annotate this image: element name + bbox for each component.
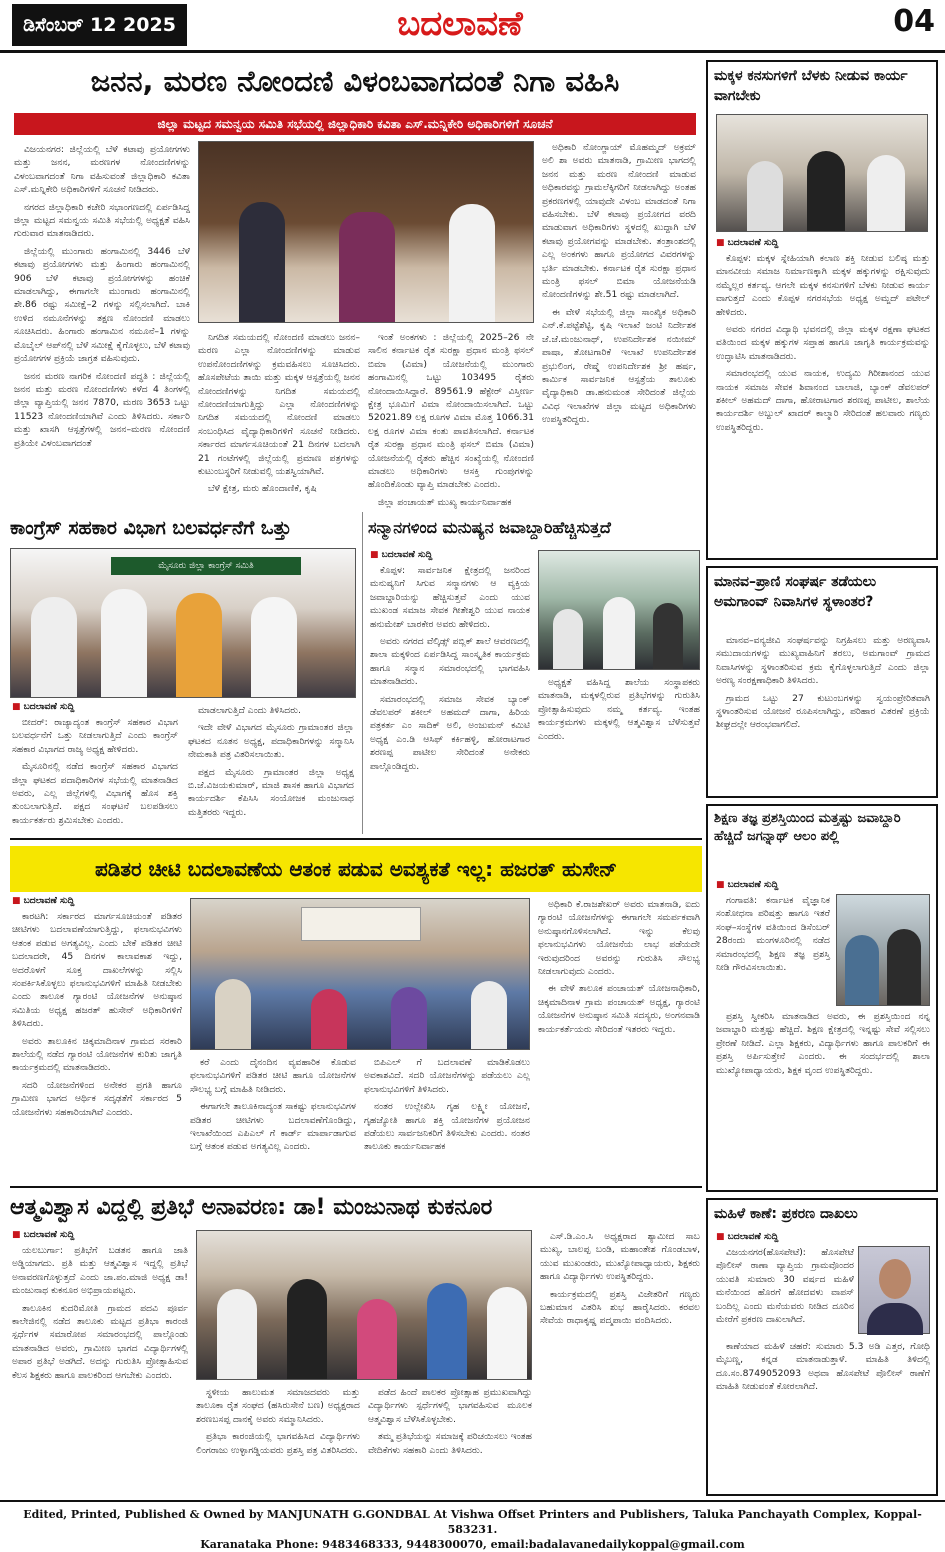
paragraph: ಈ ವೇಳೆ ತಾಲೂಕ ಪಂಚಾಯತ್ ಯೋಜನಾಧಿಕಾರಿ, ಚಿಕ್ಕಮಾದಿನಾಳ ಗ್ರಾಮ ಪಂಚಾಯತ್ ಅಧ್ಯಕ್ಷ, ಗ್ಯಾರಂಟಿ ಯೋಜನೆಗಳ ಅನುಷ್ಠಾನ ಸಮಿತಿ ಸದಸ್ಯರು, ಅಂಗನವಾಡಿ ಕಾರ್ಯಕರ್ತೆಯರು ಸೇರಿದಂತೆ ಇತರರು ಇದ್ದರು.: [538, 983, 700, 1035]
bullet-icon: ■: [716, 880, 728, 890]
imprint-line-1: Edited, Printed, Published & Owned by MANJUNATH G.GONDBAL At Vishwa Offset Printers and Publishers, Taluka Panchayath Complex, Koppal-583231.: [23, 1508, 922, 1536]
story-column-2: [190, 1056, 356, 1182]
paragraph: ಮಾಡಲಾಗುತ್ತಿದೆ ಎಂದು ತಿಳಿಸಿದರು.: [198, 705, 301, 716]
paragraph: ನಿಗದಿತ ಸಮಯದಲ್ಲಿ ನೋಂದಣಿ ಮಾಡಲು ಜನನ–ಮರಣ ಎಲ್ಲಾ ನೋಂದಣಿಗಳನ್ನು ಮಾಡುವ ಉಪನೋಂದಣಿಗಳನ್ನು ಕ್ರಮವಹಿಸಲು ಸೂಚಿಸಿದರು. ಹೊಸಪೇಟೆಯ ತಾಯಿ ಮತ್ತು ಮಕ್ಕಳ ಆಸ್ಪತ್ರೆಯಲ್ಲಿ ಜನನ ನೋಂದಣಿಗಳನ್ನು ನಿಗದಿತ ಸಮಯದಲ್ಲಿ ನೋಂದಣಿಯಾಗುತ್ತಿದ್ದು ಎಲ್ಲಾ ನೋಂದಣಿಗಳನ್ನು ನಿಗದಿತ ಸಮಯದಲ್ಲಿ ನೋಂದಣಿ ಮಾಡಲು ಸಂಬಂಧಿಸಿದ ವೈದ್ಯಾಧಿಕಾರಿಗಳಿಗೆ ಸೂಚನೆ ನೀಡಿದರು. ಸರ್ಕಾರದ ಮಾರ್ಗಸೂಚಿಯಂತೆ 21 ದಿನಗಳ ಬದಲಾಗಿ 21 ಗಂಟೆಗಳಲ್ಲಿ ಜಿಲ್ಲೆಯಲ್ಲಿ ಪ್ರಮಾಣ ಪತ್ರಗಳನ್ನು ಕುಟುಂಬಸ್ಥರಿಗೆ ನೀಡುವಲ್ಲಿ ಯಶಸ್ವಿಯಾಗಿವೆ.: [198, 332, 360, 478]
story-column-3: [364, 1056, 530, 1182]
story-photo: [190, 898, 530, 1050]
paragraph: ಕೊಪ್ಪಳ: ಮಕ್ಕಳ ಸ್ನೇಹಿಯಾಗಿ ಕಲಾಣ ಶಕ್ತಿ ನೀಡುವ ಬಲಿಷ್ಠ ಮತ್ತು ಮಾನವೀಯ ಸಮಾಜ ನಿರ್ಮಾಣಕ್ಕಾಗಿ ಮಕ್ಕಳ ಹಕ್ಕುಗಳನ್ನು ರಕ್ಷಿಸುವುದು ನಮ್ಮೆಲ್ಲರ ಕರ್ತವ್ಯ. ಆಗಲೇ ಮಕ್ಕಳ ಕನಸುಗಳಿಗೆ ಬೆಳಕು ನೀಡುವ ಕಾರ್ಯ ವಾಗುತ್ತದೆ ಎಂದು ಕೊಪ್ಪಳ ನಗರಸಭೆಯ ಅಧ್ಯಕ್ಷ ಅಮ್ಜದ್ ಪಟೇಲ್ ಹೇಳಿದರು.: [716, 253, 930, 318]
lead-story: [10, 57, 700, 507]
sidebar-byline: ■ ಬದಲಾವಣೆ ಸುದ್ದಿ: [716, 238, 779, 248]
sidebar-story-missing: [706, 1198, 938, 1496]
paragraph: ಗ್ರಾಮದ ಒಟ್ಟು 27 ಕುಟುಂಬಗಳನ್ನು ಸ್ವಯಂಪ್ರೇರಿತವಾಗಿ ಸ್ಥಳಾಂತರಿಸುವ ಯೋಜನೆ ರೂಪಿಸಲಾಗಿದ್ದು, ಪರಿಹಾರ ವಿತರಣೆ ಪ್ರಕ್ರಿಯೆ ಶೀಘ್ರದಲ್ಲೇ ಆರಂಭವಾಗಲಿದೆ.: [716, 692, 930, 731]
person-figure: [311, 989, 347, 1049]
person-figure: [487, 1287, 527, 1379]
story-byline: ■ ಬದಲಾವಣೆ ಸುದ್ದಿ: [12, 1230, 75, 1240]
missing-woman-photo: [858, 1246, 930, 1334]
story-headline: ಸನ್ಮಾನಗಳಿಂದ ಮನುಷ್ಯನ ಜವಾಬ್ದಾರಿಹೆಚ್ಚಿಸುತ್ತದೆ: [368, 518, 611, 537]
paragraph: ತಾಲೂಕಿನ ಕುದರಿಮೋತಿ ಗ್ರಾಮದ ಪದವಿ ಪೂರ್ವ ಕಾಲೇಜಿನಲ್ಲಿ ನಡೆದ ತಾಲೂಕು ಮಟ್ಟದ ಪ್ರತಿಭಾ ಕಾರಂಜಿ ಸ್ಪರ್ಧೆಗಳ ಸಮಾರೋಪ ಸಮಾರಂಭದಲ್ಲಿ ಪಾಲ್ಗೊಂಡು ಮಾತನಾಡಿದ ಅವರು, ಗ್ರಾಮೀಣ ಭಾಗದ ವಿದ್ಯಾರ್ಥಿಗಳಲ್ಲಿ ಅಪಾರ ಪ್ರತಿಭೆ ಅಡಗಿದೆ. ಅದನ್ನು ಗುರುತಿಸಿ ಪ್ರೋತ್ಸಾಹಿಸುವ ಕೆಲಸ ಶಿಕ್ಷಕರು ಹಾಗೂ ಪಾಲಕರಿಂದ ಆಗಬೇಕು ಎಂದರು.: [12, 1302, 188, 1381]
person-figure: [471, 981, 507, 1049]
sidebar-story-award: [706, 804, 938, 1192]
paragraph: ಸಮಾರಂಭದಲ್ಲಿ ಸಮಾಜ ಸೇವಕ ಬ್ಯಾಂಕ್ ಡೆವಲಪರ್ ಶಕೀಲ್ ಅಹಮದ್ ದಾಗಾ, ಹಿರಿಯ ಪತ್ರಕರ್ತ ಎಂ ಸಾದಿಕ್ ಅಲಿ, ಅಂಜುಮನ್ ಕಮಿಟಿ ಅಧ್ಯಕ್ಷ ಎಂ.ಡಿ ಆಸಿಫ್ ಕರ್ಕಿಹಳ್ಳಿ, ಹೋರಾಟಗಾರ ಶರಣಪ್ಪ ಪಾಟೀಲ ಸೇರಿದಂತೆ ಅನೇಕರು ಪಾಲ್ಗೊಂಡಿದ್ದರು.: [370, 693, 530, 772]
paragraph: ಬೀದರ್: ರಾಜ್ಯಾದ್ಯಂತ ಕಾಂಗ್ರೆಸ್ ಸಹಕಾರ ವಿಭಾಗ ಬಲವರ್ಧನೆಗೆ ಒತ್ತು ನೀಡಲಾಗುತ್ತಿದೆ ಎಂದು ಕಾಂಗ್ರೆಸ್ ಸಹಕಾರ ವಿಭಾಗದ ರಾಜ್ಯ ಅಧ್ಯಕ್ಷ ಹೇಳಿದರು.: [12, 717, 178, 755]
paragraph: ಅವರು ನಗರದ ವೆಲ್ಕಿಡ್ಸ್ ಪಬ್ಲಿಕ್ ಶಾಲೆ ಆವರಣದಲ್ಲಿ ಶಾಲಾ ಮಕ್ಕಳಿಂದ ಏರ್ಪಡಿಸಿದ್ದ ಸಾಂಸ್ಕೃತಿಕ ಕಾರ್ಯಕ್ರಮ ಹಾಗೂ ಸನ್ಮಾನ ಸಮಾರಂಭದಲ್ಲಿ ಭಾಗವಹಿಸಿ ಮಾತನಾಡಿದರು.: [370, 636, 530, 688]
story-headline: ಕಾಂಗ್ರೆಸ್ ಸಹಕಾರ ವಿಭಾಗ ಬಲವರ್ಧನೆಗೆ ಒತ್ತು: [10, 517, 292, 539]
stage-banner: ಮೈಸೂರು ಜಿಲ್ಲಾ ಕಾಂಗ್ರೆಸ್ ಸಮಿತಿ: [111, 557, 301, 575]
paragraph: ಇಂತೆ ಅಂಕಗಳು : ಜಿಲ್ಲೆಯಲ್ಲಿ 2025–26 ನೇ ಸಾಲಿನ ಕರ್ನಾಟಕ ರೈತ ಸುರಕ್ಷಾ ಪ್ರಧಾನ ಮಂತ್ರಿ ಫಸಲ್ ಬಿಮಾ (ವಿಮಾ) ಯೋಜನೆಯಲ್ಲಿ ಮುಂಗಾರು ಹಂಗಾಮಿನಲ್ಲಿ ಒಟ್ಟು 103495 ರೈತರು ನೋಂದಾಯಿಸಿದ್ದಾರೆ. 89561.9 ಹೆಕ್ಟೇರ್ ವಿಸ್ತೀರ್ಣ ಕ್ಷೇತ್ರ ಭೂಮಿಗೆ ವಿಮಾ ನೋಂದಾಯಿಸಲಾಗಿದೆ. ಒಟ್ಟು 52021.89 ಲಕ್ಷ ರೂಗಳ ವಿಮಾ ಮೊತ್ತ 1066.31 ಲಕ್ಷ ರೂಗಳ ವಿಮಾ ಕಂತು ಪಾವತಿಸಲಾಗಿದೆ. ಕರ್ನಾಟಕ ರೈತ ಸುರಕ್ಷಾ ಪ್ರಧಾನ ಮಂತ್ರಿ ಫಸಲ್ ಬಿಮಾ (ವಿಮಾ) ಯೋಜನೆಯಲ್ಲಿ ರೈತರು ಹೆಚ್ಚಿನ ಸಂಖ್ಯೆಯಲ್ಲಿ ನೋಂದಣಿ ಮಾಡಲು ಅಧಿಕಾರಿಗಳು ಆಸಕ್ತಿ ಗುಂಪುಗಳನ್ನು ಹೊಂದಿಕೊಂಡು ವ್ಯಾಪ್ತಿ ಮಾಡಬೇಕು ಎಂದರು.: [368, 332, 534, 491]
sidebar-headline: ಮಕ್ಕಳ ಕನಸುಗಳಿಗೆ ಬೆಳಕು ನೀಡುವ ಕಾರ್ಯ ವಾಗಬೇಕು: [714, 68, 908, 104]
paragraph: ನಗರದ ಜಿಲ್ಲಾಧಿಕಾರಿ ಕಚೇರಿ ಸಭಾಂಗಣದಲ್ಲಿ ಏರ್ಪಡಿಸಿದ್ದ ಜಿಲ್ಲಾ ಮಟ್ಟದ ಸಮನ್ವಯ ಸಮಿತಿ ಸಭೆಯಲ್ಲಿ ಅಧ್ಯಕ್ಷತೆ ವಹಿಸಿ ಗುರುವಾರ ಮಾತನಾಡಿದರು.: [14, 201, 190, 240]
paragraph: ಮಾನವ–ವನ್ಯಜೀವಿ ಸಂಘರ್ಷವನ್ನು ನಿಗ್ರಹಿಸಲು ಮತ್ತು ಅರಣ್ಯವಾಸಿ ಸಮುದಾಯಗಳನ್ನು ಮುಖ್ಯವಾಹಿನಿಗೆ ತರಲು, ಅಮಗಾಂವ್ ಗ್ರಾಮದ ನಿವಾಸಿಗಳನ್ನು ಸ್ಥಳಾಂತರಿಸುವ ಕ್ರಮ ಕೈಗೊಳ್ಳಲಾಗುತ್ತಿದೆ ಎಂದು ಜಿಲ್ಲಾ ಅರಣ್ಯ ಸಂರಕ್ಷಣಾಧಿಕಾರಿ ತಿಳಿಸಿದರು.: [716, 635, 930, 687]
paragraph: ವಿಜಯನಗರ: ಜಿಲ್ಲೆಯಲ್ಲಿ ಬೆಳೆ ಕಟಾವು ಪ್ರಯೋಗಗಳು ಮತ್ತು ಜನನ, ಮರಣಗಳ ನೋಂದಣಿಗಳನ್ನು ವಿಳಂಬವಾಗದಂತೆ ನಿಗಾ ವಹಿಸುವಂತೆ ಜಿಲ್ಲಾಧಿಕಾರಿ ಕವಿತಾ ಎಸ್.ಮನ್ನಿಕೇರಿ ಅಧಿಕಾರಿಗಳಿಗೆ ಸೂಚನೆ ನೀಡಿದರು.: [14, 144, 190, 196]
person-figure: [747, 161, 783, 231]
ration-story-headline: ಪಡಿತರ ಚೀಟಿ ಬದಲಾವಣೆಯ ಆತಂಕ ಪಡುವ ಅವಶ್ಯಕತೆ ಇಲ್ಲ: ಹಜರತ್ ಹುಸೇನ್: [10, 846, 702, 892]
story-headline: ಆತ್ಮವಿಶ್ವಾಸ ವಿದ್ದಲ್ಲಿ ಪ್ರತಿಭೆ ಅನಾವರಣ: ಡಾ! ಮಂಜುನಾಥ ಕುಕನೂರ: [10, 1195, 493, 1220]
masthead-rule: [0, 50, 945, 53]
story-photo: [10, 548, 356, 698]
sidebar-headline: ಮಹಿಳೆ ಕಾಣೆ: ಪ್ರಕರಣ ದಾಖಲು: [714, 1206, 858, 1222]
sidebar-story-relocation: [706, 566, 938, 798]
sidebar-byline: ■ ಬದಲಾವಣೆ ಸುದ್ದಿ: [716, 880, 779, 890]
person-figure: [339, 212, 395, 322]
story-column-1: [12, 716, 178, 834]
imprint-footer: [0, 1500, 945, 1551]
story-photo: [196, 1230, 532, 1380]
story-felicitation: [368, 512, 702, 834]
paragraph: ಪಕ್ಷದ ಮೈಸೂರು ಗ್ರಾಮಾಂತರ ಜಿಲ್ಲಾ ಅಧ್ಯಕ್ಷ ಬಿ.ಜೆ.ವಿಜಯಕುಮಾರ್, ಮಾಜಿ ಶಾಸಕ ಹಾಗೂ ವಿಭಾಗದ ಕಾರ್ಯದರ್ಶಿ ಕೆಪಿಸಿಸಿ ಸಂಯೋಜಕ ಮಂಜುನಾಥ ಮತ್ತಿತರರು ಇದ್ದರು.: [188, 766, 354, 818]
person-figure: [887, 929, 921, 1005]
paragraph: ಅಧಿಕಾರಿ ನೋಂಗ್ಜಾಯ್ ಮೊಹಮ್ಮದ್ ಅಕ್ರಮ್ ಅಲಿ ಶಾ ಅವರು ಮಾತನಾಡಿ, ಗ್ರಾಮೀಣ ಭಾಗದಲ್ಲಿ ಜನನ ಮತ್ತು ಮರಣ ನೋಂದಣಿ ಮಾಡುವ ಅಧಿಕಾರವನ್ನು ಗ್ರಾಮಲೆಕ್ಕಿಗರಿಗೆ ನೀಡಲಾಗಿದ್ದು ಅಂತಹ ಪ್ರಕರಣಗಳಲ್ಲಿ ಯಾವುದೇ ವಿಳಂಬ ಮಾಡದಂತೆ ನಿಗಾ ವಹಿಸಬೇಕು. ಬೆಳೆ ಕಟಾವು ಪ್ರಯೋಗದ ವರದಿ ಮಾಡುವಾಗ ಅಧಿಕಾರಿಗಳು ಸ್ಥಳದಲ್ಲಿ ಖುದ್ದಾಗಿ ಬೆಳೆ ಕಟಾವು ಪ್ರಯೋಗವನ್ನು ಮಾಡಬೇಕು. ತಂತ್ರಾಂಶದಲ್ಲಿ ಎಲ್ಲ ಅಂಕಗಳು ಹಾಗೂ ಪ್ರಯೋಗದ ವಿವರಗಳನ್ನು ಭರ್ತಿ ಮಾಡಬೇಕು. ಕರ್ನಾಟಕ ರೈತ ಸುರಕ್ಷಾ ಪ್ರಧಾನ ಮಂತ್ರಿ ಫಸಲ್ ಬಿಮಾ ಯೋಜನೆಯಡಿ ನೋಂದಣಿಗಳನ್ನು ಶೇ.51 ರಷ್ಟು ಮಾಡಲಾಗಿದೆ.: [542, 142, 696, 301]
paragraph: ಕರೆ ಎಂದು ದೈನಂದಿನ ವ್ಯವಹಾರಿಕ ಕೊಡುವ ಫಲಾನುಭವಿಗಳಿಗೆ ಪಡಿತರ ಚೀಟಿ ಹಾಗೂ ಯೋಜನೆಗಳ ಸೌಲಭ್ಯ ಬಗ್ಗೆ ಮಾಹಿತಿ ನೀಡಿದರು.: [190, 1057, 356, 1095]
paragraph: ಅವರು ತಾಲೂಕಿನ ಚಿಕ್ಕಮಾದಿನಾಳ ಗ್ರಾಮದ ಸರಕಾರಿ ಶಾಲೆಯಲ್ಲಿ ನಡೆದ ಗ್ಯಾರಂಟಿ ಯೋಜನೆಗಳ ಕುರಿತು ಜಾಗೃತಿ ಕಾರ್ಯಕ್ರಮದಲ್ಲಿ ಮಾತನಾಡಿದರು.: [12, 1035, 182, 1074]
person-figure: [239, 202, 285, 322]
story-byline: ■ ಬದಲಾವಣೆ ಸುದ್ದಿ: [12, 896, 75, 906]
paragraph: ಬೆಳೆ ಕ್ಷೇತ್ರ, ಮರು ಹೊಂದಾಣಿಕೆ, ಕೃಷಿ: [208, 483, 317, 495]
paragraph: ಜಿಲ್ಲಾ ಪಂಚಾಯತ್ ಮುಖ್ಯ ಕಾರ್ಯನಿರ್ವಾಹಕ: [378, 496, 512, 508]
lead-column-2: [198, 331, 360, 503]
paragraph: ಸ್ಥಳೀಯ ಹಾಲುಮತ ಸಮಾಜದವರು ಮತ್ತು ತಾಲೂಕಾ ರೈತ ಸಂಘದ (ಹಸಿರುಸೇನೆ ಬಣ) ಅಧ್ಯಕ್ಷರಾದ ಶರಣಬಸಪ್ಪ ದಾನಕೈ ಅವರು ಸಮ್ಮಾನಿಸಿದರು.: [196, 1387, 360, 1425]
page-number: 04: [893, 4, 935, 39]
paragraph: ಈ ವೇಳೆ ಸಭೆಯಲ್ಲಿ ಜಿಲ್ಲಾ ಸಾಂಖ್ಯಿಕ ಅಧಿಕಾರಿ ಎನ್.ಕೆ.ಪಟ್ಟೆಶೆಟ್ಟಿ, ಕೃಷಿ ಇಲಾಖೆ ಜಂಟಿ ನಿರ್ದೇಶಕ ಜೆ.ಜೆ.ಮಂಜುನಾಥ್, ಉಪನಿರ್ದೇಶಕ ನಯೀಮ್ ಪಾಷಾ, ತೋಟಗಾರಿಕೆ ಇಲಾಖೆ ಉಪನಿರ್ದೇಶಕ ಪ್ರಭುಲಿಂಗ, ರೇಷ್ಮೆ ಉಪನಿರ್ದೇಶಕ ಶ್ರೀ ಹರ್ಷ, ಕಾರ್ಮಿಕ ಸಾರ್ವಜನಿಕ ಆಸ್ಪತ್ರೆಯ ತಾಲೂಕು ವೈದ್ಯಾಧಿಕಾರಿ ಡಾ.ಹನುಮಂತ ಸೇರಿದಂತೆ ಜಿಲ್ಲೆಯ ವಿವಿಧ ಇಲಾಖೆಗಳ ಜಿಲ್ಲಾ ಮಟ್ಟದ ಅಧಿಕಾರಿಗಳು ಉಪಸ್ಥಿತರಿದ್ದರು.: [542, 306, 696, 426]
person-figure: [653, 603, 683, 669]
bullet-icon: ■: [12, 702, 24, 712]
person-figure: [807, 151, 845, 231]
paragraph: ಕಾಣೆಯಾದ ಮಹಿಳೆ ಚಹರೆ: ಸುಮಾರು 5.3 ಅಡಿ ಎತ್ತರ, ಗೋಧಿ ಮೈಬಣ್ಣ, ಕನ್ನಡ ಮಾತನಾಡುತ್ತಾಳೆ. ಮಾಹಿತಿ ತಿಳಿದಲ್ಲಿ ದೂ.ಸಂ.8749052093 ಅಥವಾ ಹೊಸಪೇಟೆ ಪೊಲೀಸ್ ಠಾಣೆಗೆ ಮಾಹಿತಿ ನೀಡುವಂತೆ ಕೋರಲಾಗಿದೆ.: [716, 1341, 930, 1393]
person-figure: [287, 1279, 327, 1379]
paragraph: ಸಮಾರಂಭದಲ್ಲಿ ಯುವ ನಾಯಕ, ಉದ್ಯಮಿ ಗಿರೀಶಾನಂದ ಯುವ ನಾಯಕ ಸಮಾಜ ಸೇವಕ ಶಿವಾನಂದ ಬಾಲಾಜಿ, ಬ್ಯಾಂಕ್ ಡೆವಲಪರ್ ಶಕೀಲ್ ಅಹಮದ್ ದಾಗಾ, ಹೋರಾಟಗಾರ ಶರಣಪ್ಪ ಪಾಟೀಲ, ಶಾಲೆಯ ಕಾರ್ಯದರ್ಶಿ ಅಬ್ದುಲ್ ಖಾದರ್ ಕಾಲ್ಮಾರಿ ಸೇರಿದಂತೆ ಹಲವಾರು ಗಣ್ಯರು ಉಪಸ್ಥಿತರಿದ್ದರು.: [716, 368, 930, 433]
paragraph: ಅವರು ನಗರದ ವಿದ್ಯಾಥಿ ಭವನದಲ್ಲಿ ಜಿಲ್ಲಾ ಮಕ್ಕಳ ರಕ್ಷಣಾ ಘಟಕದ ವತಿಯಿಂದ ಮಕ್ಕಳ ಹಕ್ಕುಗಳ ಸಪ್ತಾಹ ಹಾಗೂ ಜಾಗೃತಿ ಕಾರ್ಯಕ್ರಮವನ್ನು ಉದ್ಘಾಟಿಸಿ ಮಾತನಾಡಿದರು.: [716, 324, 930, 362]
paragraph: ಸದರಿ ಯೋಜನೆಗಳಿಂದ ಅನೇಕರ ಪ್ರಗತಿ ಹಾಗೂ ಗ್ರಾಮೀಣ ಭಾಗದ ಆರ್ಥಿಕ ಸದೃಢತೆಗೆ ಸರ್ಕಾರದ 5 ಯೋಜನೆಗಳು ಸಹಕಾರಿಯಾಗಿವೆ ಎಂದರು.: [12, 1079, 182, 1118]
person-figure: [176, 593, 222, 697]
person-figure: [217, 1289, 257, 1379]
paragraph: ಕೊಪ್ಪಳ: ಸಾರ್ವಜನಿಕ ಕ್ಷೇತ್ರದಲ್ಲಿ ಜನರಿಂದ ಮನುಷ್ಯನಿಗೆ ಸಿಗುವ ಸನ್ಮಾನಗಳು ಆ ವ್ಯಕ್ತಿಯ ಜವಾಬ್ದಾರಿಯನ್ನು ಹೆಚ್ಚಿಸುತ್ತವೆ ಎಂದು ಯುವ ಮುಖಂಡ ಸಮಾಜ ಸೇವಕ ಗೀತೇಶ್ವರಿ ಯುವ ನಾಯಕ ಹನುಮೇಶ್ ಬಾರಕೇರ ಅವರು ಹೇಳಿದರು.: [370, 565, 530, 630]
paragraph: ಅಧ್ಯಕ್ಷತೆ ವಹಿಸಿದ್ದ ಶಾಲೆಯ ಸಂಸ್ಥಾಪಕರು ಮಾತನಾಡಿ, ಮಕ್ಕಳಲ್ಲಿರುವ ಪ್ರತಿಭೆಗಳನ್ನು ಗುರುತಿಸಿ ಪ್ರೋತ್ಸಾಹಿಸುವುದು ನಮ್ಮ ಕರ್ತವ್ಯ. ಇಂತಹ ಕಾರ್ಯಕ್ರಮಗಳು ಮಕ್ಕಳಲ್ಲಿ ಆತ್ಮವಿಶ್ವಾಸ ಬೆಳೆಸುತ್ತವೆ ಎಂದರು.: [538, 677, 700, 742]
bullet-icon: ■: [716, 1232, 728, 1242]
sidebar-story-children: [706, 60, 938, 560]
section-rule: [10, 1186, 702, 1188]
shoulders-shape: [867, 1303, 923, 1335]
bullet-icon: ■: [370, 550, 382, 560]
paragraph: ವಿಜಯನಗರ(ಹೊಸಪೇಟೆ): ಹೊಸಪೇಟೆ ಪೊಲೀಸ್ ಠಾಣಾ ವ್ಯಾಪ್ತಿಯ ಗ್ರಾಮವೊಂದರ ಯುವತಿ ಸುಮಾರು 30 ವರ್ಷದ ಮಹಿಳೆ ಮನೆಯಿಂದ ಹೊರಗೆ ಹೋದವಳು ವಾಪಸ್ ಬಂದಿಲ್ಲ ಎಂದು ಮನೆಯವರು ನೀಡಿದ ದೂರಿನ ಮೇರೆಗೆ ಪ್ರಕರಣ ದಾಖಲಾಗಿದೆ.: [716, 1247, 854, 1326]
person-figure: [867, 155, 905, 231]
paragraph: ಬಿಪಿಎಲ್ ಗೆ ಬದಲಾವಣೆ ಮಾಡಿಕೊಡಲು ಅವಕಾಶವಿದೆ. ಸದರಿ ಯೋಜನೆಗಳನ್ನು ಪಡೆಯಲು ಎಲ್ಲ ಫಲಾನುಭವಿಗಳಿಗೆ ತಿಳಿಸಿದರು.: [364, 1057, 530, 1095]
story-congress: [10, 512, 356, 834]
paragraph: ಪ್ರಶಸ್ತಿ ಸ್ವೀಕರಿಸಿ ಮಾತನಾಡಿದ ಅವರು, ಈ ಪ್ರಶಸ್ತಿಯಿಂದ ನನ್ನ ಜವಾಬ್ದಾರಿ ಮತ್ತಷ್ಟು ಹೆಚ್ಚಿದೆ. ಶಿಕ್ಷಣ ಕ್ಷೇತ್ರದಲ್ಲಿ ಇನ್ನಷ್ಟು ಸೇವೆ ಸಲ್ಲಿಸಲು ಪ್ರೇರಣೆ ನೀಡಿದೆ. ಎಲ್ಲಾ ಶಿಕ್ಷಕರು, ವಿದ್ಯಾರ್ಥಿಗಳು ಹಾಗೂ ಪಾಲಕರಿಗೆ ಈ ಪ್ರಶಸ್ತಿ ಅರ್ಪಿಸುತ್ತೇನೆ ಎಂದರು. ಈ ಸಂದರ್ಭದಲ್ಲಿ ಶಾಲಾ ಮುಖ್ಯೋಪಾಧ್ಯಾಯರು, ಶಿಕ್ಷಕ ವೃಂದ ಉಪಸ್ಥಿತರಿದ್ದರು.: [716, 1011, 930, 1076]
paragraph: ನಂತರ ಉಲ್ಲೇಖಿಸಿ ಗೃಹ ಲಕ್ಷ್ಮೀ ಯೋಜನೆ, ಗೃಹಜ್ಯೋತಿ ಹಾಗೂ ಶಕ್ತಿ ಯೋಜನೆಗಳ ಪ್ರಯೋಜನ ಪಡೆಯಲು ಸಾರ್ವಜನಿಕರಿಗೆ ತಿಳಿಸಬೇಕು ಎಂದರು. ನಂತರ ತಾಲೂಕು ಕಾರ್ಯನಿರ್ವಾಹಕ: [364, 1101, 530, 1153]
paragraph: ಪ್ರತಿಭಾ ಕಾರಂಜಿಯಲ್ಲಿ ಭಾಗವಹಿಸಿದ ವಿದ್ಯಾರ್ಥಿಗಳು ಲಿಂಗರಾಜು ಉಳ್ಳಾಗಡ್ಡಿಯವರು ಪ್ರಶಸ್ತಿ ಪತ್ರ ವಿತರಿಸಿದರು.: [196, 1431, 360, 1456]
person-figure: [251, 597, 297, 697]
story-column-1: [12, 910, 182, 1182]
person-figure: [845, 935, 879, 1005]
face-shape: [879, 1259, 911, 1299]
paragraph: ಜಿಲ್ಲೆಯಲ್ಲಿ ಮುಂಗಾರು ಹಂಗಾಮಿನಲ್ಲಿ 3446 ಬೆಳೆ ಕಟಾವು ಪ್ರಯೋಗಗಳು ಮತ್ತು ಹಿಂಗಾರು ಹಂಗಾಮಿನಲ್ಲಿ 906 ಬೆಳೆ ಕಟಾವು ಪ್ರಯೋಗಗಳನ್ನು ಹಂಚಿಕೆ ಮಾಡಲಾಗಿದ್ದು, ಈಗಾಗಲೇ ಮುಂಗಾರು ಹಂಗಾಮಿನಲ್ಲಿ ಶೇ.86 ರಷ್ಟು ಸಮೀಕ್ಷೆ–2 ಗಳನ್ನು ಸಲ್ಲಿಸಲಾಗಿದೆ. ಬಾಕಿ ಉಳಿದ ನಮೂನೆಗಳನ್ನು ತಕ್ಷಣ ನೋಂದಣಿ ಮಾಡಲು ಸೂಚಿಸಿದರು. ಹಿಂಗಾರು ಹಂಗಾಮಿನ ನಮೂನೆ–1 ಗಳನ್ನು ಮೊಬೈಲ್ ಆಪ್‌ನಲ್ಲಿ ಬೆಳೆ ಸಮೀಕ್ಷೆ ಕೈಗೊಳ್ಳಲು, ಬೆಳೆ ಕಟಾವು ಪ್ರಯೋಗಗಳ ಪ್ರಕ್ರಿಯೆ ಜಾಗ್ರತ ವಹಿಸುವುದು.: [14, 245, 190, 365]
lead-column-1: [14, 143, 190, 503]
bullet-icon: ■: [716, 238, 728, 248]
imprint-line-2: Karanataka Phone: 9483468333, 9448300070, email:badalavanedailykoppal@gmail.com: [200, 1538, 745, 1551]
sidebar-headline: ಶಿಕ್ಷಣ ತಜ್ಞ ಪ್ರಶಸ್ತಿಯಿಂದ ಮತ್ತಷ್ಟು ಜವಾಬ್ದಾರಿ ಹೆಚ್ಚಿದೆ ಜಗನ್ನಾಥ್ ಆಲಂ ಪಲ್ಲಿ: [714, 811, 901, 844]
person-figure: [391, 987, 427, 1049]
story-column-3: [368, 1386, 532, 1496]
paragraph: ಪಡೆದ ಹಿಂದೆ ಪಾಲಕರ ಪ್ರೋತ್ಸಾಹ ಪ್ರಮುಖವಾಗಿದ್ದು ವಿದ್ಯಾರ್ಥಿಗಳು ಸ್ಪರ್ಧೆಗಳಲ್ಲಿ ಭಾಗವಹಿಸುವ ಮೂಲಕ ಆತ್ಮವಿಶ್ವಾಸ ಬೆಳೆಸಿಕೊಳ್ಳಬೇಕು.: [368, 1387, 532, 1425]
story-column-2: [196, 1386, 360, 1496]
person-figure: [357, 1299, 397, 1379]
sidebar-byline: ■ ಬದಲಾವಣೆ ಸುದ್ದಿ: [716, 1232, 779, 1242]
lead-column-3: [368, 331, 534, 508]
column-divider: [362, 512, 363, 834]
person-figure: [215, 979, 251, 1049]
lead-subhead: ಜಿಲ್ಲಾ ಮಟ್ಟದ ಸಮನ್ವಯ ಸಮಿತಿ ಸಭೆಯಲ್ಲಿ ಜಿಲ್ಲಾಧಿಕಾರಿ ಕವಿತಾ ಎಸ್.ಮನ್ನಿಕೇರಿ ಅಧಿಕಾರಿಗಳಿಗೆ ಸೂಚನೆ: [14, 113, 696, 135]
story-talent: [10, 1190, 702, 1496]
story-byline: ■ ಬದಲಾವಣೆ ಸುದ್ದಿ: [370, 550, 433, 560]
paragraph: ಯಲಬುರ್ಗಾ: ಪ್ರತಿಭೆಗೆ ಬಡತನ ಹಾಗೂ ಜಾತಿ ಅಡ್ಡಿಯಾಗದು. ಪ್ರತಿ ಮತ್ತು ಆತ್ಮವಿಶ್ವಾಸ ಇದ್ದಲ್ಲಿ ಪ್ರತಿಭೆ ಅನಾವರಣಗೊಳ್ಳುತ್ತದೆ ಎಂದು ಜಾ.ಪಂ.ಮಾಜಿ ಅಧ್ಯಕ್ಷ ಡಾ! ಮಂಜುನಾಥ ಕುಕನೂರ ಅಭಿಪ್ರಾಯಪಟ್ಟರು.: [12, 1245, 188, 1297]
paragraph: ಎಸ್.ಡಿ.ಎಂ.ಸಿ ಅಧ್ಯಕ್ಷರಾದ ಶ್ಯಾಮೀದ ಸಾಬ ಮುಖ್ಯ, ಬಾಲಪ್ಪ ಬಂಡಿ, ಮಹಾಂತೇಶ ಗೊಂಡಬಾಳ, ಯುವ ಮುಖಂಡರು, ಮುಖ್ಯೋಪಾಧ್ಯಾಯರು, ಶಿಕ್ಷಕರು ಹಾಗೂ ವಿದ್ಯಾರ್ಥಿಗಳು ಉಪಸ್ಥಿತರಿದ್ದರು.: [540, 1231, 700, 1283]
story-column-4: [538, 898, 700, 1182]
story-byline: ■ ಬದಲಾವಣೆ ಸುದ್ದಿ: [12, 702, 75, 712]
paragraph: ಕಾರ್ಯಕ್ರಮದಲ್ಲಿ ಪ್ರಶಸ್ತಿ ವಿಜೇತರಿಗೆ ಗಣ್ಯರು ಬಹುಮಾನ ವಿತರಿಸಿ ಶುಭ ಹಾರೈಸಿದರು. ಕರವಲ ಸೇವೆಯ ರಾಧಾಕೃಷ್ಣ ಪದ್ಮಪಾಯಿ ವಂದಿಸಿದರು.: [540, 1288, 700, 1327]
sidebar-body-b: [716, 1340, 930, 1492]
person-figure: [31, 597, 77, 697]
lead-headline: ಜನನ, ಮರಣ ನೋಂದಣಿ ವಿಳಂಬವಾಗದಂತೆ ನಿಗಾ ವಹಿಸಿ: [90, 64, 620, 98]
person-figure: [449, 204, 495, 322]
sidebar-body-a: [716, 894, 830, 1006]
story-column-1: [12, 1244, 188, 1496]
paragraph: ತಮ್ಮ ಪ್ರತಿಭೆಯನ್ನು ಸಮಾಜಕ್ಕೆ ಪರಿಚಯಿಸಲು ಇಂತಹ ವೇದಿಕೆಗಳು ಸಹಕಾರಿ ಎಂದು ತಿಳಿಸಿದರು.: [368, 1431, 532, 1456]
sidebar-body: [716, 252, 930, 556]
paragraph: ಮೈಸೂರಿನಲ್ಲಿ ನಡೆದ ಕಾಂಗ್ರೆಸ್ ಸಹಕಾರ ವಿಭಾಗದ ಜಿಲ್ಲಾ ಘಟಕದ ಪದಾಧಿಕಾರಿಗಳ ಸಭೆಯಲ್ಲಿ ಮಾತನಾಡಿದ ಅವರು, ಎಲ್ಲ ಜಿಲ್ಲೆಗಳಲ್ಲಿ ವಿಭಾಗಕ್ಕೆ ಹೊಸ ಶಕ್ತಿ ತುಂಬಲಾಗುತ್ತಿದೆ. ಪಕ್ಷದ ಸಂಘಟನೆ ಬಲಪಡಿಸಲು ಕಾರ್ಯಕರ್ತರು ಶ್ರಮಿಸಬೇಕು ಎಂದರು.: [12, 761, 178, 826]
person-figure: [603, 597, 635, 669]
story-column-4: [540, 1230, 700, 1496]
sidebar-body-b: [716, 1010, 930, 1188]
paragraph: ಜನನ ಮರಣ ನಾಗರಿಕ ನೋಂದಣಿ ಪದ್ಧತಿ : ಜಿಲ್ಲೆಯಲ್ಲಿ ಜನನ ಮತ್ತು ಮರಣ ನೋಂದಣಿಗಳು ಕಳೆದ 4 ತಿಂಗಳಲ್ಲಿ ಜಿಲ್ಲಾ ವ್ಯಾಪ್ತಿಯಲ್ಲಿ ಜನನ 7870, ಮರಣ 3653 ಒಟ್ಟು 11523 ನೋಂದಣಿಯಾಗಿವೆ ಎಂದು ತಿಳಿಸಿದರು. ಸರ್ಕಾರಿ ಮತ್ತು ಖಾಸಗಿ ಆಸ್ಪತ್ರೆಗಳಲ್ಲಿ ಜನನ–ಮರಣ ನೋಂದಣಿ ಪ್ರತಿಯೇ ವಿಳಂಬವಾಗದಂತೆ: [14, 370, 190, 449]
paragraph: ಈಗಾಗಲೇ ತಾಲೂಕಿನಾದ್ಯಂತ ಸಾಕಷ್ಟು ಫಲಾನುಭವಿಗಳ ಪಡಿತರ ಚೀಟಿಗಳು ಬದಲಾವಣೆಗೊಂಡಿದ್ದು, ಇಲಾಖೆಯಿಂದ ಎಪಿಎಲ್ ಗೆ ಕಾರ್ಡ್ ಮಾರ್ಪಾಡಾಗುವ ಬಗ್ಗೆ ಆತಂಕ ಪಡುವ ಅಗತ್ಯವಿಲ್ಲ ಎಂದರು.: [190, 1101, 356, 1153]
newspaper-name: ಬದಲಾವಣೆ: [397, 4, 523, 44]
story-column-2: [188, 704, 354, 834]
paragraph: ಅಧಿಕಾರಿ ಕೆ.ರಾಜಶೇಖರ್ ಅವರು ಮಾತನಾಡಿ, ಐದು ಗ್ಯಾರಂಟಿ ಯೋಜನೆಗಳನ್ನು ಈಗಾಗಲೇ ಸಮರ್ಪಕವಾಗಿ ಅನುಷ್ಠಾನಗೊಳಿಸಲಾಗಿದೆ. ಇನ್ನು ಕೆಲವು ಫಲಾನುಭವಿಗಳು ಯೋಜನೆಯ ಲಾಭ ಪಡೆಯದೇ ಇರುವುದರಿಂದ ಅವರನ್ನು ಗುರುತಿಸಿ ಸೌಲಭ್ಯ ನೀಡಲಾಗುವುದು ಎಂದರು.: [538, 899, 700, 978]
sidebar-headline: ಮಾನವ–ಪ್ರಾಣಿ ಸಂಘರ್ಷ ತಡೆಯಲು ಅಮಗಾಂವ್ ನಿವಾಸಿಗಳ ಸ್ಥಳಾಂತರ?: [714, 574, 877, 610]
story-column-1: [370, 564, 530, 834]
section-rule: [10, 838, 702, 840]
story-column-2: [538, 676, 700, 834]
person-figure: [553, 609, 583, 669]
paragraph: ಕಾರಟಗಿ: ಸರ್ಕಾರದ ಮಾರ್ಗಸೂಚಿಯಂತೆ ಪಡಿತರ ಚೀಟಿಗಳು ಬದಲಾವಣೆಯಾಗುತ್ತಿದ್ದು, ಫಲಾನುಭವಿಗಳು ಆತಂಕ ಪಡುವ ಅಗತ್ಯವಿಲ್ಲ. ಎಂದು ಬೇಕೆ ಪಡಿತರ ಚೀಟಿ ಬದಲಾದರೇ, 45 ದಿನಗಳ ಕಾಲಾವಕಾಶ ಇದ್ದು, ಅದರೊಳಗೆ ಸೂಕ್ತ ದಾಖಲೆಗಳನ್ನು ಸಲ್ಲಿಸಿ ಸಂಪರ್ಕಿಸಿಕೊಳ್ಳಲು ಫಲಾನುಭವಿಗಳಿಗೆ ಮಾಹಿತಿ ನೀಡಬೇಕು ಎಂದು ತಾಲೂಕ ಗ್ಯಾರಂಟಿ ಯೋಜನೆಗಳ ಅನುಷ್ಠಾನ ಸಮಿತಿಯ ಅಧ್ಯಕ್ಷ ಹಜರತ್ ಹುಸೇನ್ ಅಧಿಕಾರಿಗಳಿಗೆ ತಿಳಿಸಿದರು.: [12, 911, 182, 1030]
bullet-icon: ■: [12, 896, 24, 906]
story-ration-card: [10, 896, 702, 1182]
stage-banner: [301, 907, 421, 941]
sidebar-photo: [716, 114, 928, 232]
story-photo: [538, 550, 700, 670]
bullet-icon: ■: [12, 1230, 24, 1240]
person-figure: [101, 589, 147, 697]
person-figure: [427, 1283, 467, 1379]
sidebar-photo: [836, 894, 930, 1006]
sidebar-body-a: [716, 1246, 854, 1338]
paragraph: ಇದೇ ವೇಳೆ ವಿಭಾಗದ ಮೈಸೂರು ಗ್ರಾಮಾಂತರ ಜಿಲ್ಲಾ ಘಟಕದ ನೂತನ ಅಧ್ಯಕ್ಷ, ಪದಾಧಿಕಾರಿಗಳನ್ನು ಸನ್ಮಾನಿಸಿ ನೇಮಕಾತಿ ಪತ್ರ ವಿತರಿಸಲಾಯಿತು.: [188, 722, 354, 761]
lead-photo: [198, 141, 534, 323]
paragraph: ಗಂಗಾವತಿ: ಕರ್ನಾಟಕ ವೈಜ್ಞಾನಿಕ ಸಂಶೋಧನಾ ಪರಿಷತ್ತು ಹಾಗೂ ಇತರೆ ಸಂಘ–ಸಂಸ್ಥೆಗಳ ವತಿಯಿಂದ ಡಿಸೆಂಬರ್ 28ರಂದು ಮಂಗಳೂರಿನಲ್ಲಿ ನಡೆದ ಸಮಾರಂಭದಲ್ಲಿ ಶಿಕ್ಷಣ ತಜ್ಞ ಪ್ರಶಸ್ತಿ ನೀಡಿ ಗೌರವಿಸಲಾಯಿತು.: [716, 895, 830, 974]
lead-column-4: [542, 141, 696, 503]
sidebar-body: [716, 634, 930, 794]
issue-date: ಡಿಸೆಂಬರ್ 12 2025: [12, 4, 187, 46]
